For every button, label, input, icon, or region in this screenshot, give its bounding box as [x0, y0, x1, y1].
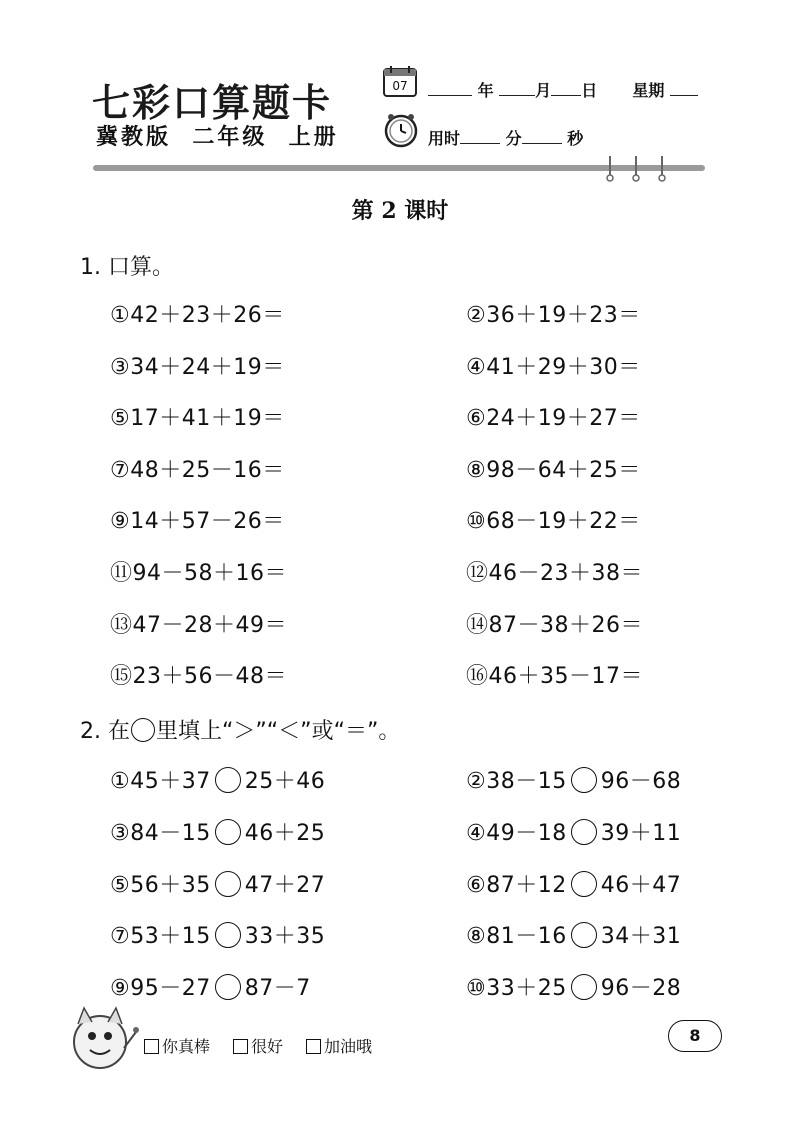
rating-option-good[interactable]: [233, 1034, 283, 1057]
oral-calc-problem: ③34＋24＋19＝: [110, 354, 285, 380]
oral-calc-problem: ⑤17＋41＋19＝: [110, 406, 285, 432]
rating-label: 很好: [251, 1037, 284, 1056]
answer-circle[interactable]: [571, 819, 597, 845]
comparison-left: ⑥87＋12: [466, 872, 567, 898]
comparison-left: ⑦53＋15: [110, 924, 211, 950]
comparison-problem: [110, 919, 325, 950]
comparison-problem: [110, 764, 325, 795]
comparison-right: 96－28: [600, 976, 682, 1002]
oral-calc-problem: ⑥24＋19＋27＝: [466, 406, 641, 432]
brand-title: 七彩口算题卡: [92, 81, 333, 125]
section-2-heading-suffix: 里填上“＞”“＜”或“＝”。: [155, 719, 401, 744]
oral-calc-problem: ⑨14＋57－26＝: [110, 509, 285, 535]
comparison-right: 96－68: [600, 769, 682, 794]
oral-calc-problem: ②36＋19＋23＝: [466, 303, 641, 328]
answer-circle[interactable]: [571, 871, 597, 897]
checkbox-icon[interactable]: [306, 1039, 321, 1054]
answer-circle[interactable]: [571, 767, 597, 793]
second-label: 秒: [567, 129, 584, 148]
comparison-problem: [110, 816, 325, 847]
answer-circle[interactable]: [215, 767, 241, 793]
day-blank[interactable]: [551, 81, 581, 96]
comparison-left: ⑤56＋35: [110, 872, 211, 898]
answer-circle[interactable]: [571, 974, 597, 1000]
calendar-day: 07: [392, 79, 408, 93]
comparison-right: 87－7: [244, 976, 311, 1002]
binder-ring-icon: [658, 156, 666, 182]
comparison-problem: [110, 868, 325, 899]
comparison-problem: [466, 919, 681, 950]
day-label: 日: [581, 81, 598, 100]
comparison-left: ④49－18: [466, 820, 567, 846]
date-fields: [428, 78, 698, 101]
month-blank[interactable]: [499, 81, 535, 96]
time-fields: [428, 126, 583, 149]
section-1-heading: 1. 口算。: [80, 255, 174, 280]
year-label: 年: [477, 81, 494, 100]
clock-icon: [383, 112, 419, 148]
comparison-right: 33＋35: [244, 924, 326, 950]
comparison-problem: [466, 868, 681, 899]
answer-circle[interactable]: [215, 974, 241, 1000]
binder-ring-icon: [632, 156, 640, 182]
checkbox-icon[interactable]: [233, 1039, 248, 1054]
comparison-right: 47＋27: [244, 872, 326, 898]
comparison-right: 39＋11: [600, 820, 682, 846]
comparison-right: 46＋25: [244, 820, 326, 846]
oral-calc-problem: ⑮23＋56－48＝: [110, 664, 287, 690]
oral-calc-problem: ⑦48＋25－16＝: [110, 457, 285, 483]
second-blank[interactable]: [522, 129, 562, 144]
rating-label: 加油哦: [324, 1037, 373, 1056]
oral-calc-problem: ⑪94－58＋16＝: [110, 561, 287, 586]
comparison-left: ⑩33＋25: [466, 976, 567, 1002]
minute-blank[interactable]: [460, 129, 500, 144]
oral-calc-problem: ④41＋29＋30＝: [466, 354, 641, 380]
comparison-right: 34＋31: [600, 924, 682, 950]
comparison-problem: [466, 764, 681, 795]
brand-logo: [92, 72, 372, 125]
rating-label: 你真棒: [162, 1037, 211, 1056]
binder-ring-icon: [606, 156, 614, 182]
oral-calc-problem: ①42＋23＋26＝: [110, 303, 285, 328]
mascot-illustration: [64, 1002, 140, 1074]
calendar-icon: [382, 64, 418, 98]
comparison-left: ②38－15: [466, 769, 567, 794]
comparison-problem: [466, 971, 681, 1002]
minute-label: 分: [505, 129, 522, 148]
answer-circle[interactable]: [215, 922, 241, 948]
oral-calc-problem: ⑫46－23＋38＝: [466, 561, 643, 586]
section-2-heading-prefix: 2. 在: [80, 719, 130, 744]
page-number: 8: [668, 1020, 722, 1052]
comparison-right: 25＋46: [244, 769, 326, 794]
weekday-blank[interactable]: [670, 81, 698, 96]
oral-calc-problem: ⑧98－64＋25＝: [466, 457, 641, 483]
answer-circle[interactable]: [215, 871, 241, 897]
section-2-heading: [80, 714, 400, 745]
oral-calc-problem: ⑩68－19＋22＝: [466, 509, 641, 535]
weekday-label: 星期: [632, 81, 665, 100]
oral-calc-problem: ⑯46＋35－17＝: [466, 664, 643, 690]
time-label: 用时: [428, 129, 461, 148]
comparison-left: ⑨95－27: [110, 976, 211, 1002]
lesson-title: 第 2 课时: [351, 198, 449, 224]
year-blank[interactable]: [428, 81, 472, 96]
rating-option-keep-going[interactable]: [306, 1034, 372, 1057]
comparison-right: 46＋47: [600, 872, 682, 898]
month-label: 月: [535, 81, 552, 100]
oral-calc-problem: ⑬47－28＋49＝: [110, 612, 287, 638]
edition-subtitle: 冀教版 二年级 上册: [96, 125, 339, 150]
comparison-left: ③84－15: [110, 820, 211, 846]
oral-calc-problem: ⑭87－38＋26＝: [466, 612, 643, 638]
comparison-problem: [466, 816, 681, 847]
heading-circle-icon: [131, 718, 155, 742]
comparison-left: ⑧81－16: [466, 924, 567, 950]
checkbox-icon[interactable]: [144, 1039, 159, 1054]
comparison-left: ①45＋37: [110, 769, 211, 794]
rating-option-great[interactable]: [144, 1034, 210, 1057]
answer-circle[interactable]: [571, 922, 597, 948]
answer-circle[interactable]: [215, 819, 241, 845]
comparison-problem: [110, 971, 311, 1002]
